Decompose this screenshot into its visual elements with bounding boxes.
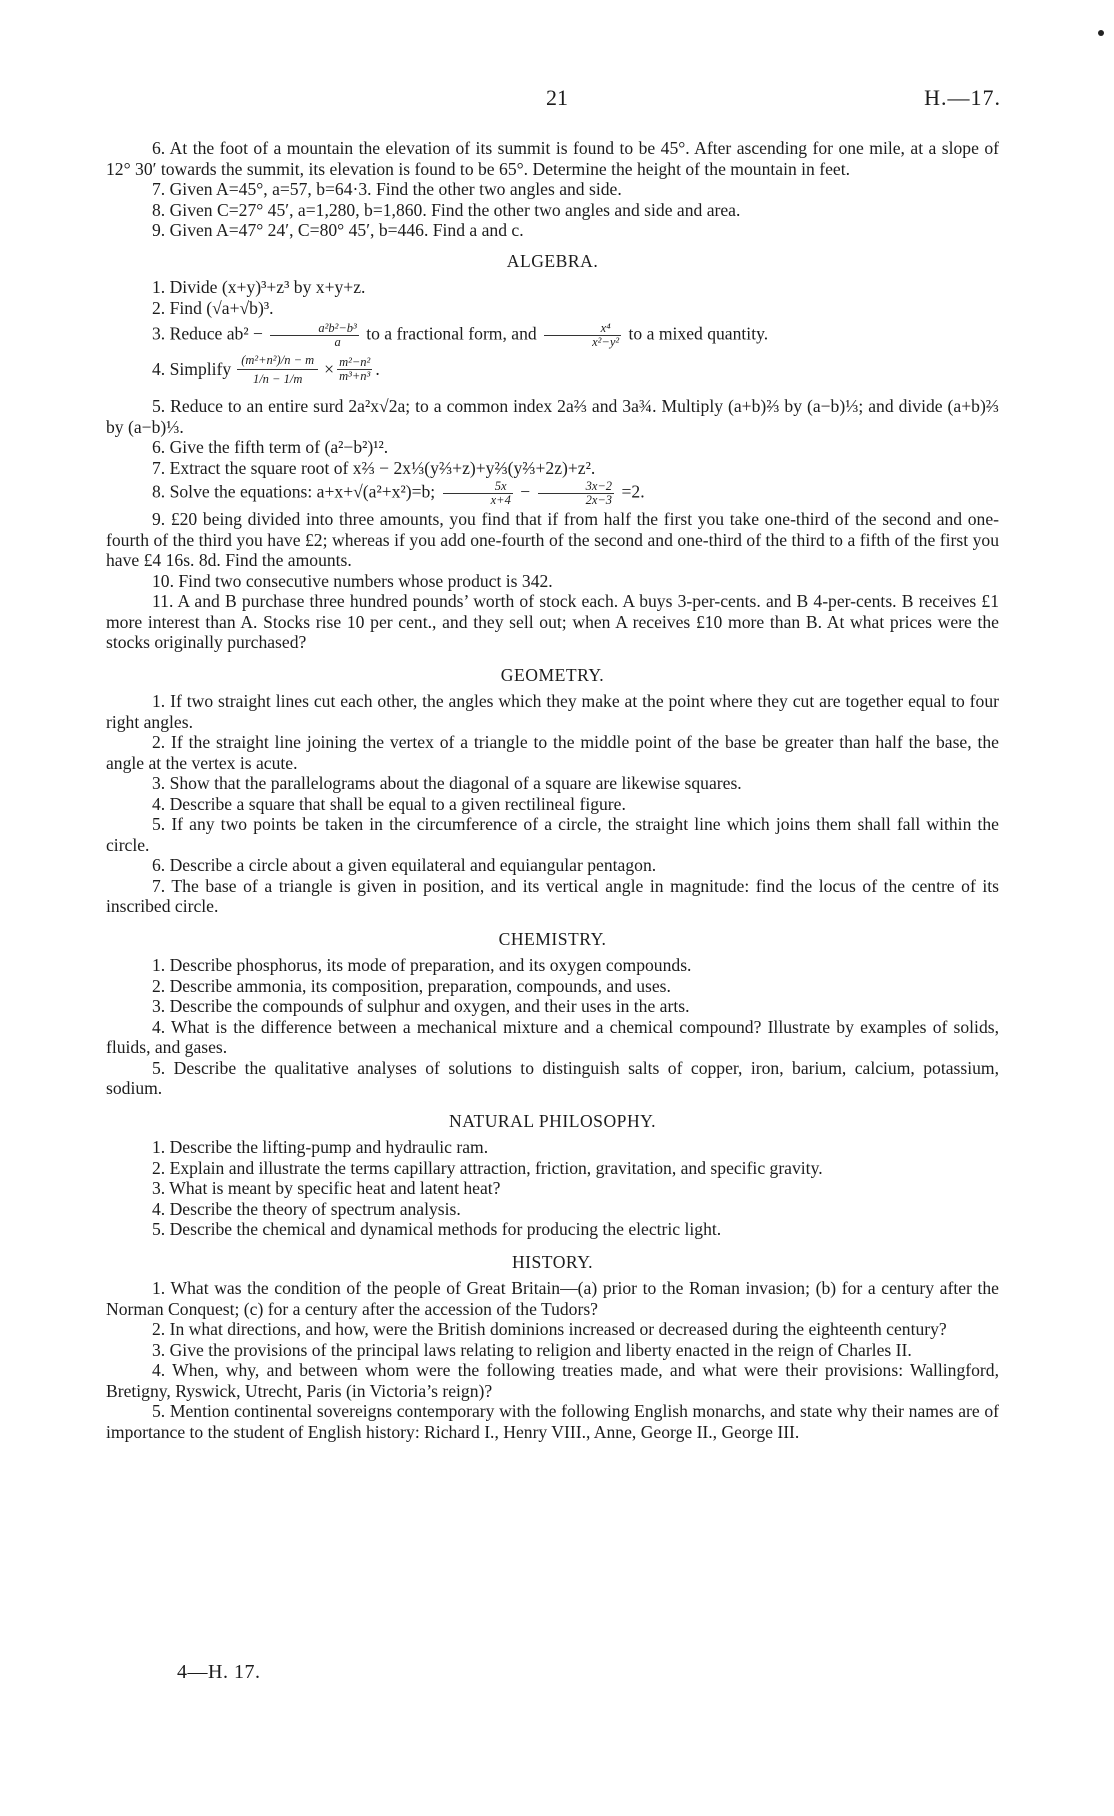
fraction-denominator: m³+n³	[339, 369, 371, 383]
trig-question-7: 7. Given A=45°, a=57, b=64·3. Find the other two angles and side.	[152, 179, 622, 199]
document-reference: H.—17.	[924, 85, 1001, 110]
algebra-question-6: 6. Give the fifth term of (a²−b²)¹².	[152, 437, 389, 457]
algebra-q3-fraction-1	[270, 322, 358, 349]
printer-signature: 4—H. 17.	[177, 1661, 261, 1683]
history-question-1: 1. What was the condition of the people of Great Britain—(a) prior to the Roman invasion; (b) for a century after the Norman Conquest; (c) for a century after the accession of the Tudors?	[106, 1278, 999, 1319]
algebra-q4-end: .	[375, 359, 380, 380]
algebra-q4-label: 4. Simplify	[152, 359, 232, 380]
fraction-denominator: 2x−3	[585, 493, 613, 507]
geometry-question-3: 3. Show that the parallelograms about the diagonal of a square are likewise squares.	[152, 773, 742, 793]
compound-fraction-bottom: 1/n − 1/m	[252, 372, 303, 386]
algebra-q4-compound-fraction	[237, 353, 318, 386]
section-title-chemistry: CHEMISTRY.	[498, 928, 607, 949]
trig-question-6: 6. At the foot of a mountain the elevation of its summit is found to be 45°. After ascending for one mile, at a slope of 12° 30′ towards the summit, its elevation is found to be 65°. Determine the height of the mountain in feet.	[106, 138, 999, 179]
compound-fraction-top: (m²+n²)/n − m	[237, 353, 318, 370]
fraction-numerator: 3x−2	[538, 480, 614, 494]
algebra-q8-fraction-1	[443, 480, 513, 507]
chemistry-question-5: 5. Describe the qualitative analyses of solutions to distinguish salts of copper, iron, barium, calcium, potassium, sodium.	[106, 1057, 999, 1098]
algebra-q3-text-a: 3. Reduce ab² −	[152, 323, 263, 344]
geometry-question-6: 6. Describe a circle about a given equilateral and equiangular pentagon.	[152, 855, 657, 875]
natphil-question-1: 1. Describe the lifting-pump and hydraulic ram.	[152, 1137, 489, 1157]
algebra-q4-fraction	[337, 356, 372, 383]
minus-sign: −	[520, 481, 531, 502]
geometry-question-4: 4. Describe a square that shall be equal to a given rectilineal figure.	[152, 793, 626, 814]
natphil-question-2: 2. Explain and illustrate the terms capillary attraction, friction, gravitation, and specific gravity.	[152, 1157, 823, 1178]
page-content	[106, 138, 999, 1442]
geometry-question-5: 5. If any two points be taken in the circumference of a circle, the straight line which joins them shall fall within the circle.	[106, 814, 999, 855]
algebra-q8-text-b: =2.	[621, 481, 645, 502]
fraction-denominator: a	[334, 335, 341, 349]
page-number: 21	[546, 85, 568, 110]
algebra-question-4	[106, 353, 999, 386]
algebra-question-10: 10. Find two consecutive numbers whose product is 342.	[152, 570, 553, 591]
algebra-question-3	[106, 322, 999, 349]
algebra-question-2: 2. Find (√a+√b)³.	[152, 297, 274, 318]
page-header	[0, 85, 1114, 114]
algebra-q3-text-c: to a mixed quantity.	[628, 323, 769, 344]
chemistry-question-2: 2. Describe ammonia, its composition, preparation, compounds, and uses.	[152, 975, 671, 996]
section-title-geometry: GEOMETRY.	[500, 664, 605, 685]
history-question-2: 2. In what directions, and how, were the British dominions increased or decreased during the eighteenth century?	[152, 1319, 947, 1339]
algebra-question-11: 11. A and B purchase three hundred pounds’ worth of stock each. A buys 3-per-cents. and B 4-per-cents. B receives £1 more interest than A. Stocks rise 10 per cent., and they sell out; when A receives £10 more than B. At what prices were the stocks originally purchased?	[106, 591, 999, 652]
ink-speck	[1098, 30, 1104, 36]
algebra-q8-fraction-2	[538, 480, 614, 507]
fraction-denominator: x+4	[490, 493, 511, 507]
section-title-history: HISTORY.	[511, 1251, 594, 1272]
fraction-denominator: x²−y²	[592, 335, 620, 349]
chemistry-question-3: 3. Describe the compounds of sulphur and oxygen, and their uses in the arts.	[152, 996, 690, 1016]
algebra-question-9: 9. £20 being divided into three amounts, you find that if from half the first you take one-third of the second and one-fourth of the third you have £2; whereas if you add one-fourth of the second and one-third of the third to a fifth of the first you have £4 16s. 8d. Find the amounts.	[106, 509, 999, 570]
algebra-q3-text-b: to a fractional form, and	[366, 323, 537, 344]
section-title-natural-philosophy: NATURAL PHILOSOPHY.	[449, 1110, 656, 1131]
history-question-3: 3. Give the provisions of the principal laws relating to religion and liberty enacted in the reign of Charles II.	[152, 1339, 912, 1360]
chemistry-question-1: 1. Describe phosphorus, its mode of preparation, and its oxygen compounds.	[152, 955, 692, 975]
natphil-question-5: 5. Describe the chemical and dynamical methods for producing the electric light.	[152, 1219, 722, 1239]
natphil-question-3: 3. What is meant by specific heat and latent heat?	[152, 1178, 501, 1198]
times-sign: ×	[324, 359, 335, 380]
algebra-q8-text-a: 8. Solve the equations: a+x+√(a²+x²)=b;	[152, 481, 436, 502]
algebra-question-8	[106, 480, 999, 507]
history-question-5: 5. Mention continental sovereigns contemporary with the following English monarchs, and state why their names are of importance to the student of English history: Richard I., Henry VIII., Anne, George II., George III.	[106, 1401, 999, 1442]
fraction-numerator: 5x	[443, 480, 513, 494]
chemistry-question-4: 4. What is the difference between a mechanical mixture and a chemical compound? Illustrate by examples of solids, fluids, and gases.	[106, 1016, 999, 1057]
geometry-question-1: 1. If two straight lines cut each other, the angles which they make at the point where they cut are together equal to four right angles.	[106, 691, 999, 732]
geometry-question-2: 2. If the straight line joining the vertex of a triangle to the middle point of the base be greater than half the base, the angle at the vertex is acute.	[106, 732, 999, 773]
fraction-numerator: a²b²−b³	[270, 322, 358, 336]
fraction-numerator: m²−n²	[339, 355, 371, 369]
algebra-question-1: 1. Divide (x+y)³+z³ by x+y+z.	[152, 277, 366, 297]
algebra-question-5: 5. Reduce to an entire surd 2a²x√2a; to a common index 2a⅔ and 3a¾. Multiply (a+b)⅔ by (a−b)⅓; and divide (a+b)⅔ by (a−b)⅓.	[106, 396, 999, 437]
fraction-numerator: x⁴	[544, 322, 621, 336]
section-title-algebra: ALGEBRA.	[506, 250, 599, 271]
trig-question-8: 8. Given C=27° 45′, a=1,280, b=1,860. Find the other two angles and side and area.	[152, 199, 741, 220]
natphil-question-4: 4. Describe the theory of spectrum analysis.	[152, 1198, 461, 1219]
trig-question-9: 9. Given A=47° 24′, C=80° 45′, b=446. Find a and c.	[152, 220, 524, 240]
algebra-q3-fraction-2	[544, 322, 621, 349]
algebra-question-7: 7. Extract the square root of x⅔ − 2x⅓(y⅔+z)+y⅔(y⅔+2z)+z².	[152, 457, 596, 478]
geometry-question-7: 7. The base of a triangle is given in position, and its vertical angle in magnitude: find the locus of the centre of its inscribed circle.	[106, 875, 999, 916]
history-question-4: 4. When, why, and between whom were the following treaties made, and what were their provisions: Wallingford, Bretigny, Ryswick, Utrecht, Paris (in Victoria’s reign)?	[106, 1360, 999, 1401]
